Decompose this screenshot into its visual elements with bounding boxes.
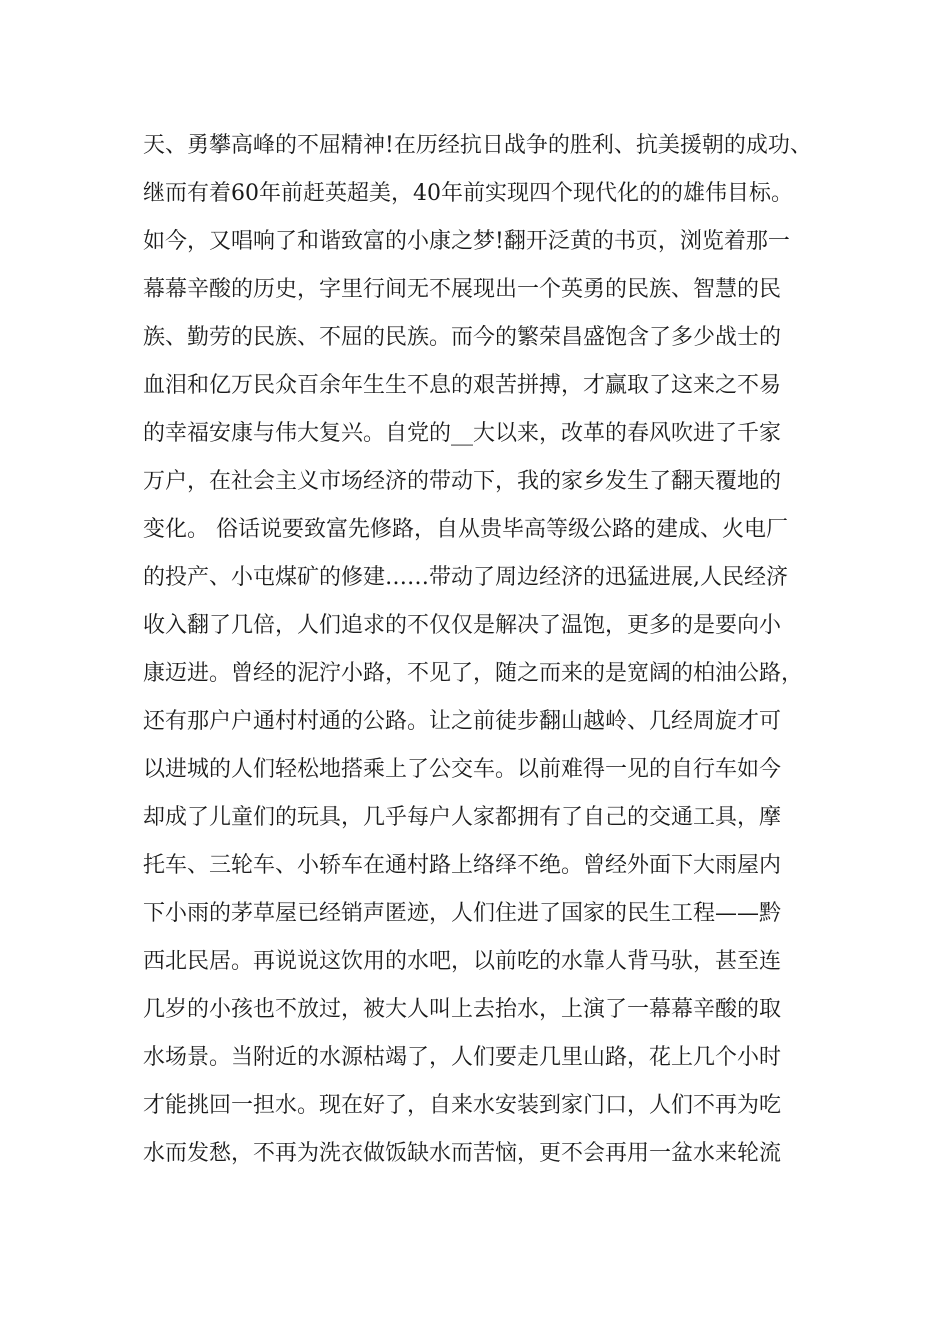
text-line: 血泪和亿万民众百余年生生不息的艰苦拼搏，才赢取了这来之不易 bbox=[143, 373, 782, 398]
text-line: 西北民居。再说说这饮用的水吧，以前吃的水靠人背马驮，甚至连 bbox=[143, 949, 782, 974]
text-line: 族、勤劳的民族、不屈的民族。而今的繁荣昌盛饱含了多少战士的 bbox=[143, 325, 782, 350]
text-line: 托车、三轮车、小轿车在通村路上络绎不绝。曾经外面下大雨屋内 bbox=[143, 853, 782, 878]
text-line: 水而发愁，不再为洗衣做饭缺水而苦恼，更不会再用一盆水来轮流 bbox=[143, 1141, 782, 1166]
text-line: 收入翻了几倍，人们追求的不仅仅是解决了温饱，更多的是要向小 bbox=[143, 613, 782, 638]
text-line: 的投产、小屯煤矿的修建……带动了周边经济的迅猛进展,人民经济 bbox=[143, 565, 788, 590]
text-line: 的幸福安康与伟大复兴。自党的__大以来，改革的春风吹进了千家 bbox=[143, 421, 782, 446]
text-line: 继而有着60年前赶英超美，40年前实现四个现代化的的雄伟目标。 bbox=[143, 181, 793, 206]
text-line: 几岁的小孩也不放过，被大人叫上去抬水，上演了一幕幕辛酸的取 bbox=[143, 997, 782, 1022]
text-line: 变化。 俗话说要致富先修路，自从贵毕高等级公路的建成、火电厂 bbox=[143, 517, 788, 542]
text-line: 康迈进。曾经的泥泞小路，不见了，随之而来的是宽阔的柏油公路， bbox=[143, 661, 804, 686]
text-line: 如今，又唱响了和谐致富的小康之梦!翻开泛黄的书页，浏览着那一 bbox=[143, 229, 790, 254]
text-line: 水场景。当附近的水源枯竭了，人们要走几里山路，花上几个小时 bbox=[143, 1045, 782, 1070]
text-line: 才能挑回一担水。现在好了，自来水安装到家门口，人们不再为吃 bbox=[143, 1093, 782, 1118]
body-text bbox=[143, 122, 833, 1178]
text-line: 以进城的人们轻松地搭乘上了公交车。以前难得一见的自行车如今 bbox=[143, 757, 782, 782]
text-line: 万户，在社会主义市场经济的带动下，我的家乡发生了翻天覆地的 bbox=[143, 469, 782, 494]
text-line: 却成了儿童们的玩具，几乎每户人家都拥有了自己的交通工具，摩 bbox=[143, 805, 782, 830]
text-line: 天、勇攀高峰的不屈精神!在历经抗日战争的胜利、抗美援朝的成功、 bbox=[143, 133, 812, 158]
text-line: 还有那户户通村村通的公路。让之前徒步翻山越岭、几经周旋才可 bbox=[143, 709, 782, 734]
text-line: 下小雨的茅草屋已经销声匿迹，人们住进了国家的民生工程——黔 bbox=[143, 901, 782, 926]
text-line: 幕幕辛酸的历史，字里行间无不展现出一个英勇的民族、智慧的民 bbox=[143, 277, 782, 302]
